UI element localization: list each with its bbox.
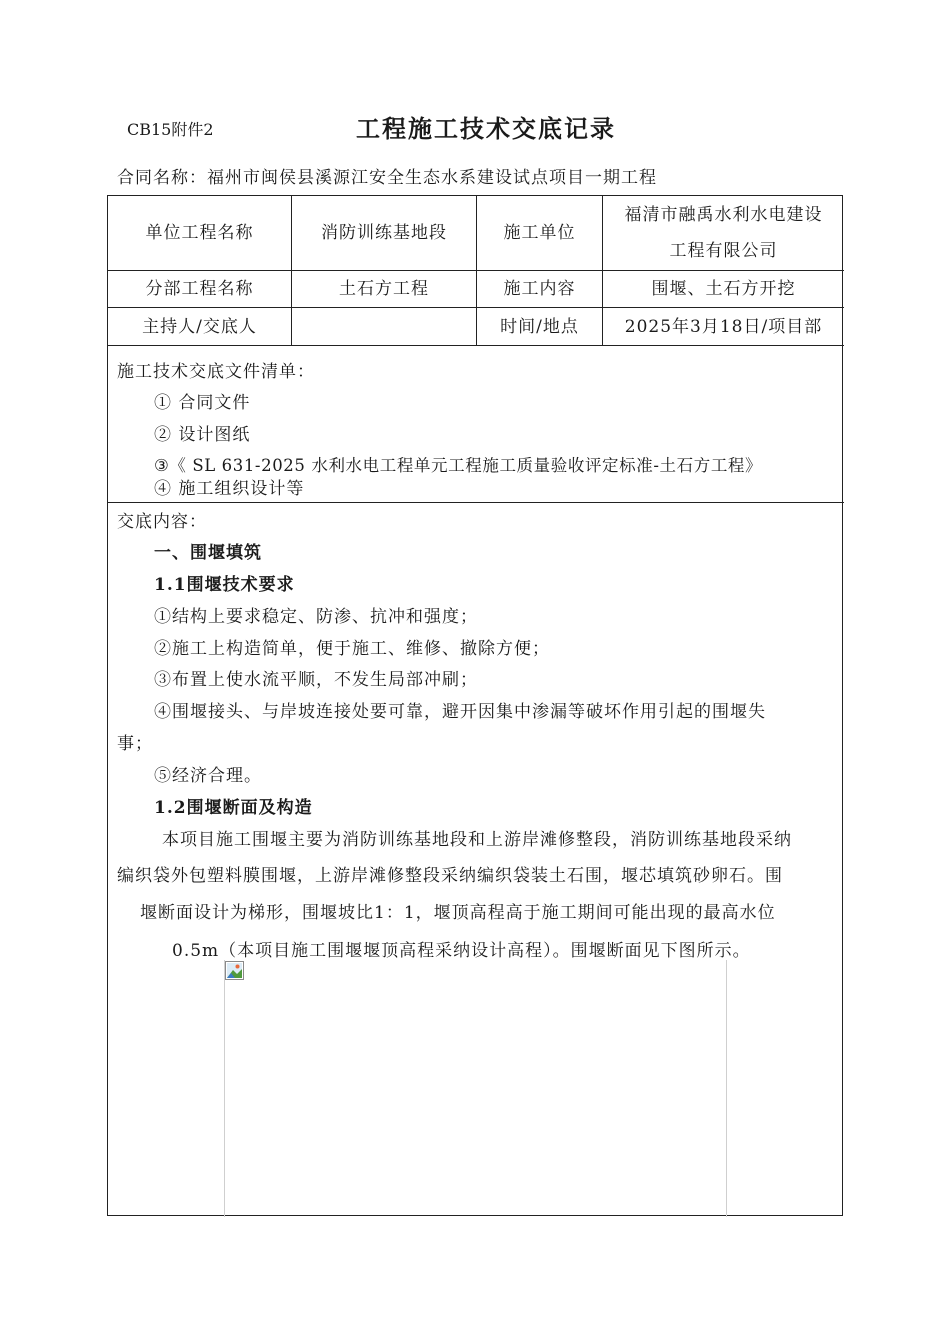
constructor-value-line-2: 工程有限公司 <box>669 241 778 261</box>
paragraph-line: 本项目施工围堰主要为消防训练基地段和上游岸滩修整段，消防训练基地段采纳 <box>162 830 792 850</box>
attachment-label: CB15附件2 <box>127 120 214 139</box>
constructor-value-line-1: 福清市融禹水利水电建设 <box>624 205 823 225</box>
requirement-item: ②施工上构造简单，便于施工、维修、撤除方便； <box>154 639 550 659</box>
constructor-label: 施工单位 <box>503 223 576 243</box>
host-label: 主持人/交底人 <box>142 316 257 337</box>
sub-project-value: 土石方工程 <box>339 279 429 299</box>
unit-project-value: 消防训练基地段 <box>321 223 447 243</box>
content-heading: 交底内容： <box>117 512 207 532</box>
section-heading: 一、围堰填筑 <box>154 543 262 563</box>
construction-content-label: 施工内容 <box>503 279 576 299</box>
broken-image-icon <box>225 961 244 980</box>
paragraph-line: 编织袋外包塑料膜围堰，上游岸滩修整段采纳编织袋装土石围，堰芯填筑砂卵石。围 <box>117 866 783 886</box>
sub-project-label: 分部工程名称 <box>145 279 254 299</box>
section-divider <box>108 502 844 503</box>
file-list-item: ④ 施工组织设计等 <box>154 479 305 499</box>
construction-content-value: 围堰、土石方开挖 <box>651 279 796 299</box>
file-list-heading: 施工技术交底文件清单： <box>117 362 315 382</box>
contract-name: 合同名称：福州市闽侯县溪源江安全生态水系建设试点项目一期工程 <box>117 168 657 188</box>
cofferdam-section-image <box>224 960 727 1217</box>
paragraph-line: 0.5m（本项目施工围堰堰顶高程采纳设计高程）。围堰断面见下图所示。 <box>172 941 751 961</box>
time-location-label: 时间/地点 <box>500 316 579 337</box>
file-list-item: ③《 SL 631-2025 水利水电工程单元工程施工质量验收评定标准-土石方工程》 <box>154 456 763 475</box>
requirement-item: ①结构上要求稳定、防渗、抗冲和强度； <box>154 607 478 627</box>
unit-project-label: 单位工程名称 <box>145 223 254 243</box>
file-list-item: ② 设计图纸 <box>154 425 251 445</box>
record-table <box>107 195 843 1216</box>
constructor-value <box>603 196 844 270</box>
host-value <box>292 308 476 345</box>
row-divider <box>108 345 844 346</box>
subsection-heading: 1.1围堰技术要求 <box>154 575 295 595</box>
requirement-item: ③布置上使水流平顺，不发生局部冲刷； <box>154 670 478 690</box>
paragraph-line: 堰断面设计为梯形，围堰坡比1：1，堰顶高程高于施工期间可能出现的最高水位 <box>140 903 776 923</box>
time-location-value: 2025年3月18日/项目部 <box>624 316 823 337</box>
requirement-item: ④围堰接头、与岸坡连接处要可靠，避开因集中渗漏等破坏作用引起的围堰失 <box>154 702 766 722</box>
file-list-item: ① 合同文件 <box>154 393 251 413</box>
document-title: 工程施工技术交底记录 <box>356 114 616 143</box>
requirement-item-continued: 事； <box>117 734 153 754</box>
requirement-item: ⑤经济合理。 <box>154 766 262 786</box>
subsection-heading: 1.2围堰断面及构造 <box>154 798 313 818</box>
